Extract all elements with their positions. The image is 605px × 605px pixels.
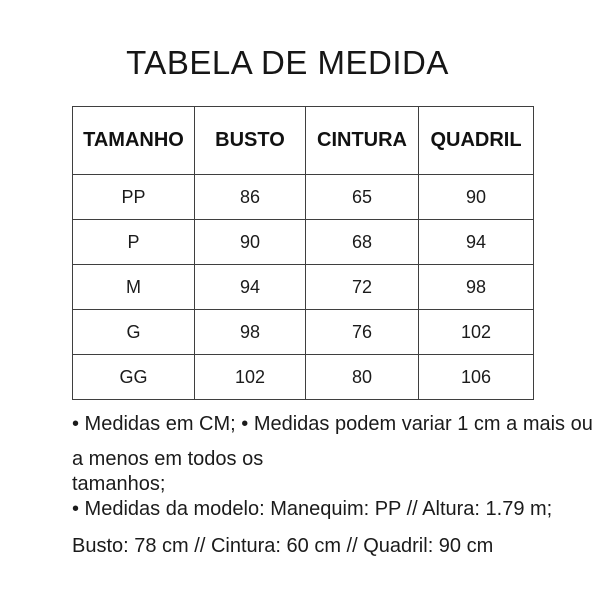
- cell-size: P: [73, 220, 195, 265]
- note-line: Busto: 78 cm // Cintura: 60 cm // Quadril: 90 cm: [72, 535, 494, 557]
- cell-cintura: 68: [306, 220, 419, 265]
- cell-busto: 94: [195, 265, 306, 310]
- cell-busto: 90: [195, 220, 306, 265]
- column-header-quadril: QUADRIL: [419, 107, 534, 175]
- table-row: [73, 175, 534, 220]
- cell-quadril: 106: [419, 355, 534, 400]
- table-row: [73, 355, 534, 400]
- note-line: tamanhos;: [72, 473, 166, 495]
- cell-quadril: 98: [419, 265, 534, 310]
- note-line: • Medidas da modelo: Manequim: PP // Altura: 1.79 m;: [72, 498, 553, 520]
- column-header-busto: BUSTO: [195, 107, 306, 175]
- column-header-tamanho: TAMANHO: [73, 107, 195, 175]
- page-title: TABELA DE MEDIDA: [126, 44, 449, 81]
- size-table: [72, 106, 534, 400]
- cell-cintura: 80: [306, 355, 419, 400]
- column-header-cintura: CINTURA: [306, 107, 419, 175]
- cell-quadril: 94: [419, 220, 534, 265]
- note-line: • Medidas em CM; • Medidas podem variar 1 cm a mais ou: [72, 413, 593, 435]
- cell-busto: 86: [195, 175, 306, 220]
- cell-size: PP: [73, 175, 195, 220]
- cell-busto: 98: [195, 310, 306, 355]
- cell-cintura: 72: [306, 265, 419, 310]
- cell-cintura: 65: [306, 175, 419, 220]
- cell-quadril: 90: [419, 175, 534, 220]
- cell-size: GG: [73, 355, 195, 400]
- table-row: [73, 310, 534, 355]
- cell-busto: 102: [195, 355, 306, 400]
- note-line: a menos em todos os: [72, 448, 264, 470]
- cell-size: G: [73, 310, 195, 355]
- cell-cintura: 76: [306, 310, 419, 355]
- table-row: [73, 265, 534, 310]
- table-header-row: [73, 107, 534, 175]
- measurement-notes: [72, 412, 593, 559]
- table-row: [73, 220, 534, 265]
- cell-quadril: 102: [419, 310, 534, 355]
- cell-size: M: [73, 265, 195, 310]
